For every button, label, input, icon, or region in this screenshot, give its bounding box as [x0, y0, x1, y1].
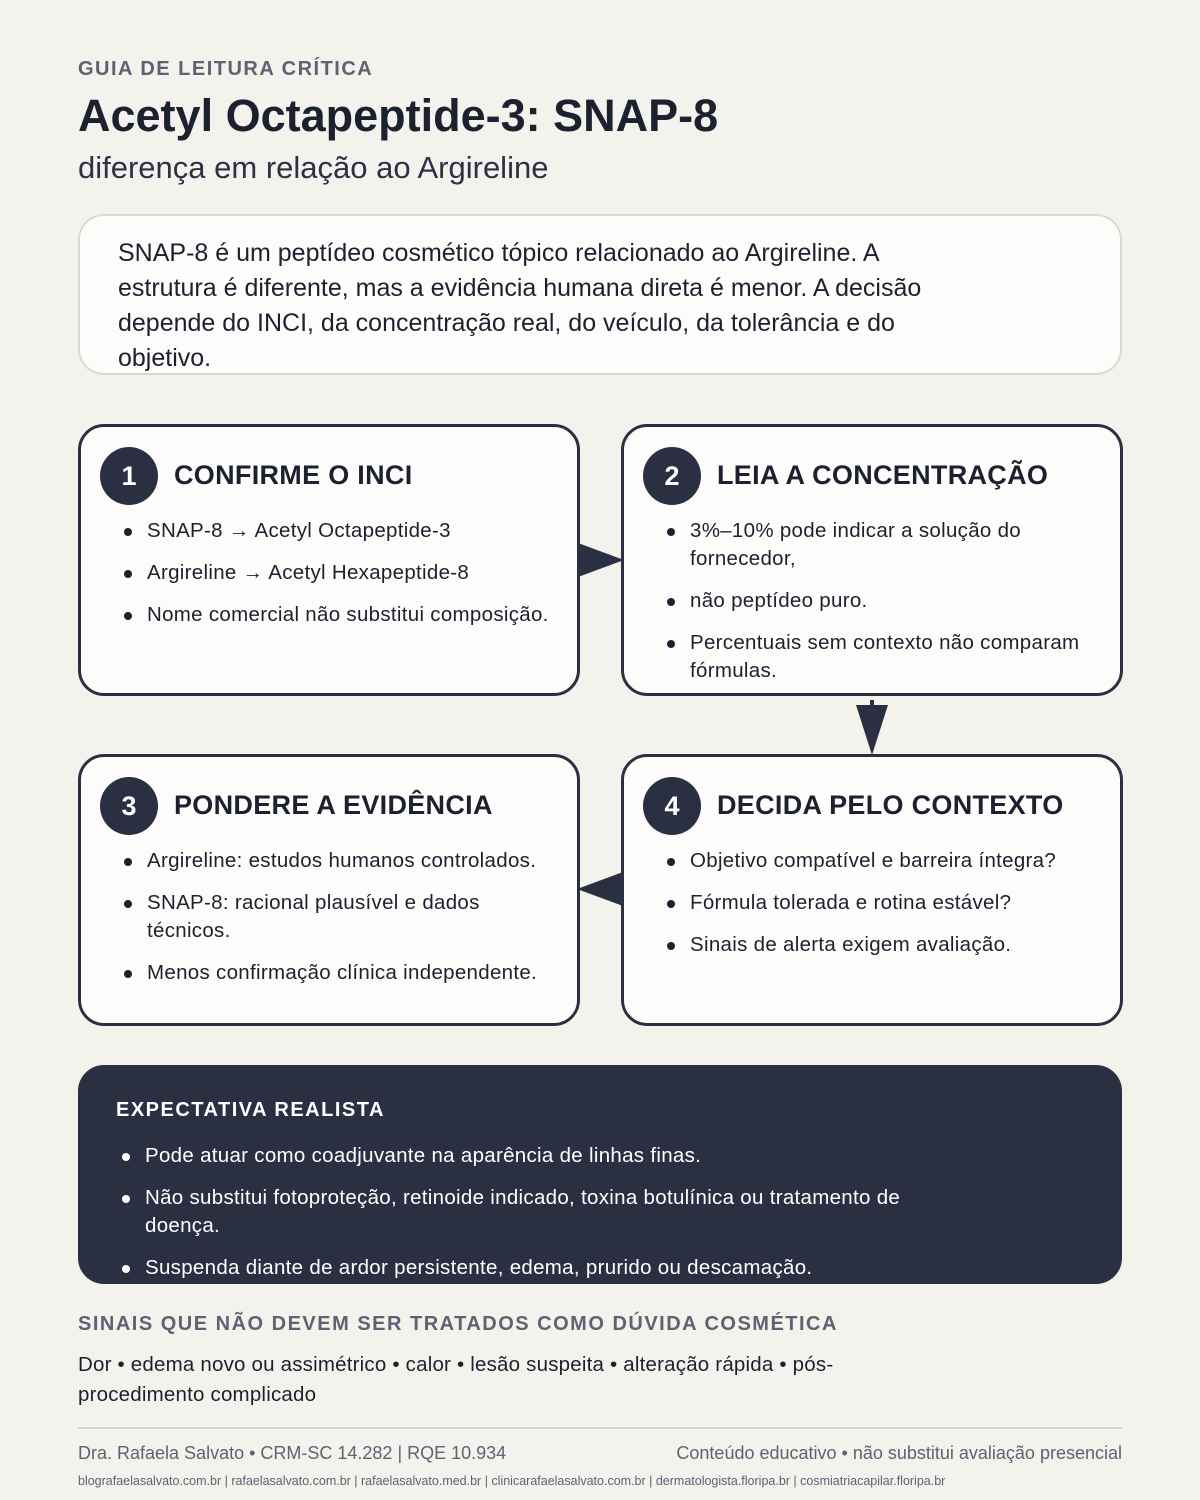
- list-item: Argireline → Acetyl Hexapeptide-8: [147, 559, 562, 587]
- list-item: SNAP-8 → Acetyl Octapeptide-3: [147, 517, 562, 545]
- expectation-panel: [78, 1065, 1122, 1284]
- step-title: CONFIRME O INCI: [174, 460, 413, 490]
- intro-text: SNAP-8 é um peptídeo cosmético tópico relacionado ao Argireline. A estrutura é diferente, mas a evidência humana direta é menor. A decisão depende do INCI, da concentração real, do veículo, da tolerância e do objetivo.: [118, 239, 922, 372]
- footer-disclaimer: Conteúdo educativo • não substitui avaliação presencial: [676, 1443, 1122, 1463]
- step-number-badge: 2: [643, 447, 701, 505]
- list-item: Sinais de alerta exigem avaliação.: [690, 931, 1105, 959]
- alerts-text: Dor • edema novo ou assimétrico • calor • lesão suspeita • alteração rápida • pós-procedimento complicado: [78, 1353, 834, 1406]
- eyebrow-label: GUIA DE LEITURA CRÍTICA: [78, 58, 374, 80]
- expectation-list: [145, 1142, 935, 1296]
- list-item: Percentuais sem contexto não comparam fórmulas.: [690, 629, 1105, 685]
- step-list: [690, 847, 1105, 973]
- step-list: [690, 517, 1105, 699]
- list-item: Argireline: estudos humanos controlados.: [147, 847, 562, 875]
- page-subtitle: diferença em relação ao Argireline: [78, 150, 549, 185]
- list-item: 3%–10% pode indicar a solução do fornecedor,: [690, 517, 1105, 573]
- step-card-read-concentration: [621, 424, 1123, 696]
- footer-links: blografaelasalvato.com.br | rafaelasalvato.com.br | rafaelasalvato.med.br | clinicarafaelasalvato.com.br | dermatologista.floripa.br | cosmiatriacapilar.floripa.br: [78, 1474, 946, 1488]
- step-list: [147, 847, 562, 1001]
- step-list: [147, 517, 562, 643]
- expectation-title: EXPECTATIVA REALISTA: [116, 1099, 385, 1121]
- step-title: PONDERE A EVIDÊNCIA: [174, 790, 493, 820]
- intro-box: [78, 214, 1122, 375]
- list-item: Não substitui fotoproteção, retinoide indicado, toxina botulínica ou tratamento de doença.: [145, 1184, 935, 1240]
- step-number-badge: 1: [100, 447, 158, 505]
- list-item: Menos confirmação clínica independente.: [147, 959, 562, 987]
- step-title: DECIDA PELO CONTEXTO: [717, 790, 1064, 820]
- footer-divider: [78, 1427, 1122, 1429]
- step-number-badge: 4: [643, 777, 701, 835]
- list-item: Nome comercial não substitui composição.: [147, 601, 562, 629]
- list-item: SNAP-8: racional plausível e dados técnicos.: [147, 889, 562, 945]
- list-item: Objetivo compatível e barreira íntegra?: [690, 847, 1105, 875]
- step-number-badge: 3: [100, 777, 158, 835]
- step-card-confirm-inci: [78, 424, 580, 696]
- list-item: Suspenda diante de ardor persistente, edema, prurido ou descamação.: [145, 1254, 935, 1282]
- arrow-down-icon: [856, 705, 888, 755]
- alerts-title: SINAIS QUE NÃO DEVEM SER TRATADOS COMO DÚVIDA COSMÉTICA: [78, 1313, 838, 1335]
- page-title: Acetyl Octapeptide-3: SNAP-8: [78, 90, 719, 141]
- step-card-weigh-evidence: [78, 754, 580, 1026]
- list-item: não peptídeo puro.: [690, 587, 1105, 615]
- step-card-decide-context: [621, 754, 1123, 1026]
- list-item: Fórmula tolerada e rotina estável?: [690, 889, 1105, 917]
- arrow-right-icon: [578, 543, 624, 577]
- list-item: Pode atuar como coadjuvante na aparência de linhas finas.: [145, 1142, 935, 1170]
- arrow-left-icon: [577, 872, 623, 906]
- step-title: LEIA A CONCENTRAÇÃO: [717, 460, 1049, 490]
- footer-author: Dra. Rafaela Salvato • CRM-SC 14.282 | RQE 10.934: [78, 1443, 507, 1463]
